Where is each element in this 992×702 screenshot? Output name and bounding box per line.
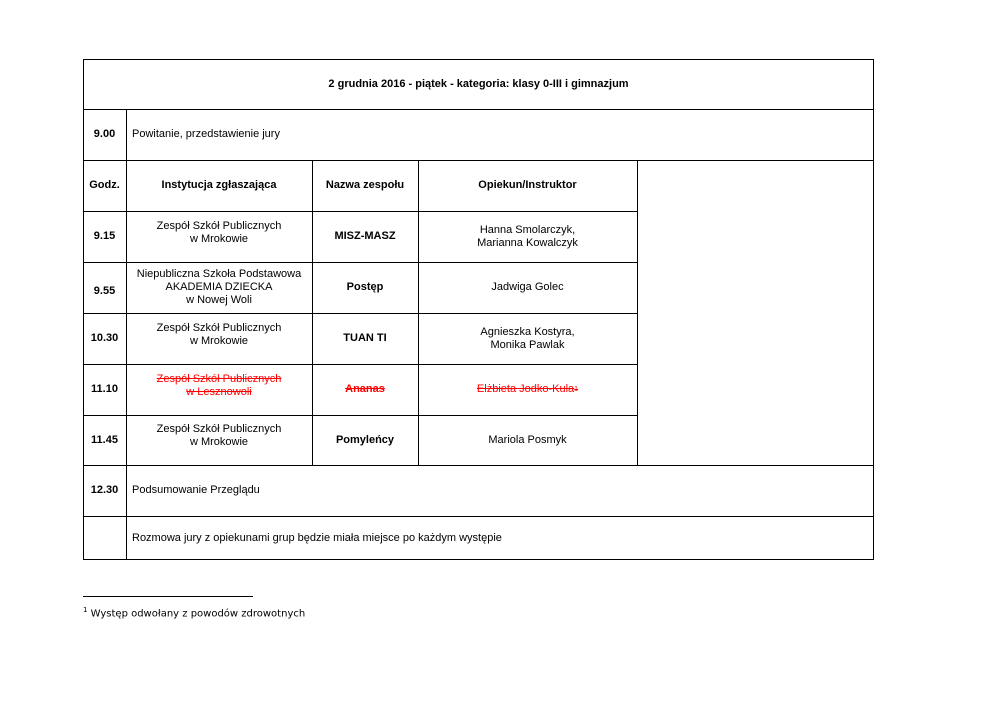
welcome-time: 9.00 xyxy=(93,128,116,140)
footnote xyxy=(83,603,305,621)
row-time: 11.45 xyxy=(91,433,118,446)
column-divider xyxy=(637,160,638,465)
row-time: 11.10 xyxy=(91,383,118,395)
summary-time: 12.30 xyxy=(90,484,119,496)
column-header-team: Nazwa zespołu xyxy=(325,179,405,191)
row-tutor: Mariola Posmyk xyxy=(488,433,567,446)
row-time: 9.55 xyxy=(93,285,116,297)
schedule-title: 2 grudnia 2016 - piątek - kategoria: klasy 0-III i gimnazjum xyxy=(328,77,629,90)
row-institution: Zespół Szkół Publicznych w Mrokowie xyxy=(156,321,282,347)
column-header-institution: Instytucja zgłaszająca xyxy=(161,179,277,191)
row-tutor-cancelled: Elżbieta Jodko-Kula 1 xyxy=(476,383,579,395)
row-tutor-text: Elżbieta Jodko-Kula xyxy=(476,383,575,395)
row-institution-cancelled: Zespół Szkół Publicznych w Lesznowoli xyxy=(156,372,282,398)
footnote-text: Występ odwołany z powodów zdrowotnych xyxy=(90,608,306,620)
row-time: 9.15 xyxy=(93,230,116,242)
row-institution: Zespół Szkół Publicznych w Mrokowie xyxy=(156,423,282,448)
row-tutor: Hanna Smolarczyk, Marianna Kowalczyk xyxy=(477,223,578,249)
footnote-separator xyxy=(83,596,253,597)
row-team: TUAN TI xyxy=(343,332,387,344)
row-tutor: Jadwiga Golec xyxy=(491,281,564,293)
welcome-text: Powitanie, przedstawienie jury xyxy=(132,128,280,140)
row-team: Postęp xyxy=(346,281,384,293)
row-team: MISZ-MASZ xyxy=(334,230,396,242)
row-tutor: Agnieszka Kostyra, Monika Pawlak xyxy=(480,325,575,351)
summary-text: Podsumowanie Przeglądu xyxy=(132,484,260,496)
note-text: Rozmowa jury z opiekunami grup będzie miała miejsce po każdym występie xyxy=(132,531,502,544)
row-institution: Niepubliczna Szkoła Podstawowa AKADEMIA DZIECKA w Nowej Woli xyxy=(136,268,302,306)
footnote-marker: 1 xyxy=(83,606,88,614)
row-time: 10.30 xyxy=(90,332,119,344)
column-header-tutor: Opiekun/Instruktor xyxy=(478,179,577,191)
row-institution: Zespół Szkół Publicznych w Mrokowie xyxy=(156,219,282,245)
column-header-time: Godz. xyxy=(89,179,120,191)
note-time xyxy=(83,516,126,560)
row-team-cancelled: Ananas xyxy=(345,383,385,395)
row-team: Pomyleńcy xyxy=(335,433,395,446)
